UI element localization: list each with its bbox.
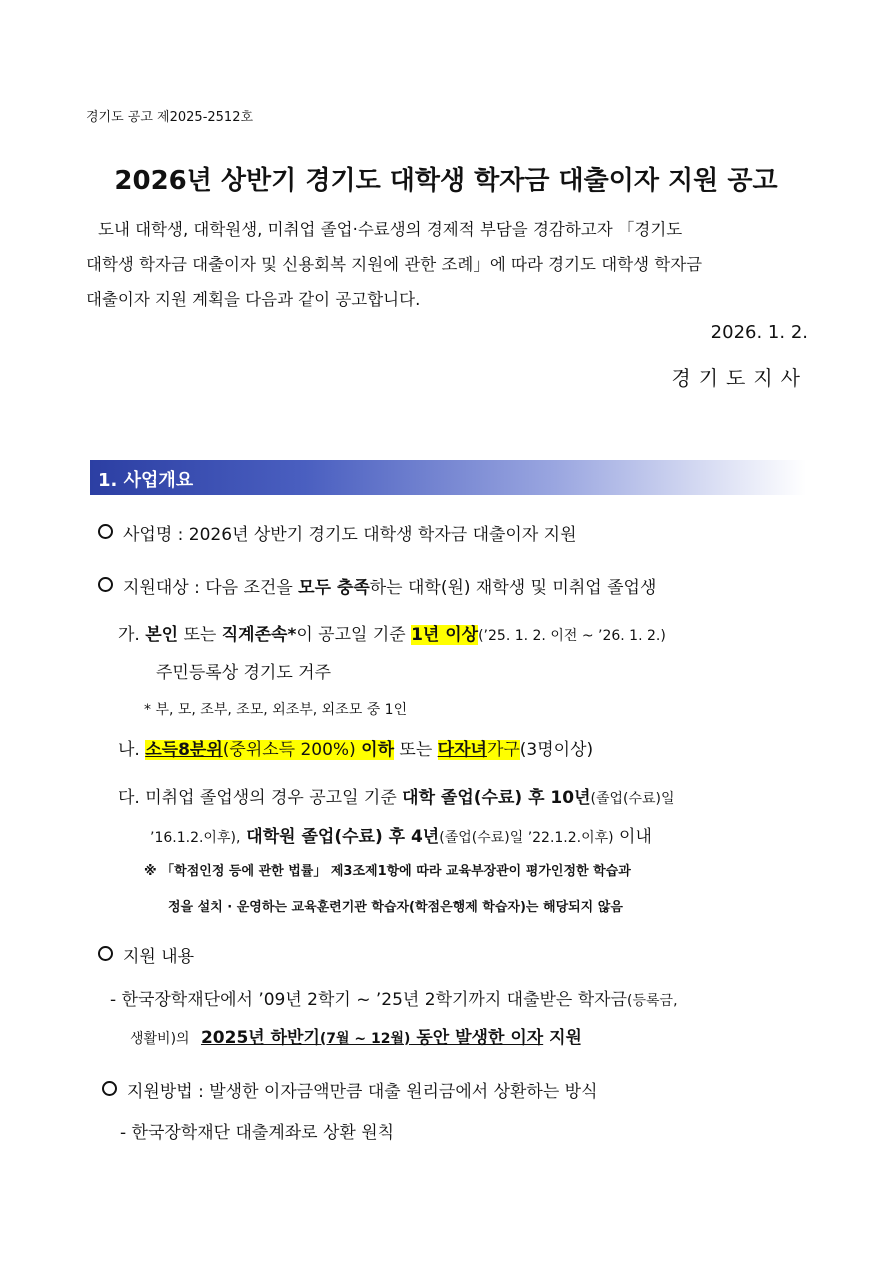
text: (3명이상) — [519, 740, 594, 760]
notice-date: 2026. 1. 2. — [710, 322, 808, 343]
intro-line: 대학생 학자금 대출이자 및 신용회복 지원에 관한 조례」에 따라 경기도 대학생 학자금 — [86, 255, 703, 274]
notice-number: 경기도 공고 제2025-2512호 — [86, 110, 254, 125]
highlight-text: 가구 — [486, 740, 520, 760]
content-heading: 지원 내용 — [123, 947, 195, 967]
issuer: 경기도지사 — [671, 366, 808, 390]
text: - 한국장학재단에서 ’09년 2학기 ~ ’25년 2학기까지 대출받은 학자금 — [110, 990, 628, 1010]
bold-text: 직계존속* — [221, 625, 297, 645]
target-row — [98, 573, 656, 598]
underline-text: 2025년 하반기 — [200, 1028, 320, 1048]
small-text: (졸업(수료)일 ’22.1.2.이후) — [439, 830, 614, 846]
text: 또는 — [394, 740, 438, 760]
method-line1: - 한국장학재단 대출계좌로 상환 원칙 — [120, 1123, 395, 1143]
method-row — [102, 1077, 598, 1102]
intro-line: 대출이자 지원 계획을 다음과 같이 공고합니다. — [86, 290, 421, 309]
small-text: (졸업(수료)일 — [590, 791, 675, 807]
text: 미취업 졸업생의 경우 공고일 기준 — [145, 788, 403, 808]
circle-bullet-icon — [102, 1081, 117, 1096]
intro-line: 도내 대학생, 대학원생, 미취업 졸업·수료생의 경제적 부담을 경감하고자 「경기도 — [98, 220, 683, 239]
condition-da — [118, 783, 675, 808]
condition-da-line2 — [150, 822, 652, 847]
item-label: 가. — [118, 625, 140, 645]
content-heading-row — [98, 942, 194, 967]
text: 또는 — [178, 625, 222, 645]
bold-text: 대학 졸업(수료) 후 10년 — [402, 788, 591, 808]
small-text: (등록금, — [627, 993, 678, 1009]
highlight-text: (중위소득 200%) — [222, 740, 362, 760]
highlight-text: 소득8분위 — [145, 740, 223, 760]
target-prefix: 지원대상 : 다음 조건을 — [123, 578, 299, 598]
condition-na — [118, 735, 593, 760]
highlight-text: 이하 — [361, 740, 394, 760]
bold-text: 본인 — [145, 625, 179, 645]
underline-text: 동안 발생한 이자 — [410, 1028, 544, 1048]
underline-text: (7월 ~ 12월) — [319, 1031, 411, 1047]
business-name-row — [98, 520, 577, 545]
circle-bullet-icon — [98, 577, 113, 592]
business-name: 사업명 : 2026년 상반기 경기도 대학생 학자금 대출이자 지원 — [123, 525, 577, 545]
note-line: ※ 「학점인정 등에 관한 법률」 제3조제1항에 따라 교육부장관이 평가인정한 학습과 — [144, 864, 631, 879]
small-text: 생활비)의 — [130, 1031, 190, 1047]
highlight-text: 다자녀 — [437, 740, 487, 760]
method-heading: 지원방법 : 발생한 이자금액만큼 대출 원리금에서 상환하는 방식 — [127, 1082, 598, 1102]
footnote: * 부, 모, 조부, 조모, 외조부, 외조모 중 1인 — [144, 702, 408, 718]
item-label: 다. — [118, 788, 140, 808]
item-label: 나. — [118, 740, 140, 760]
circle-bullet-icon — [98, 946, 113, 961]
small-text: ’16.1.2.이후), — [150, 830, 241, 846]
period-text: (’25. 1. 2. 이전 ~ ’26. 1. 2.) — [478, 628, 666, 644]
note-line: 정을 설치 · 운영하는 교육훈련기관 학습자(학점은행제 학습자)는 해당되지 않음 — [168, 900, 623, 915]
text: 이내 — [613, 827, 652, 847]
circle-bullet-icon — [98, 524, 113, 539]
section-heading: 1. 사업개요 — [98, 470, 194, 491]
highlight-text: 1년 이상 — [411, 625, 479, 645]
condition-ga-line2: 주민등록상 경기도 거주 — [156, 663, 332, 683]
condition-ga — [118, 620, 666, 645]
target-bold: 모두 충족 — [298, 578, 370, 598]
page-title: 2026년 상반기 경기도 대학생 학자금 대출이자 지원 공고 — [114, 166, 778, 196]
bold-text: 대학원 졸업(수료) 후 4년 — [240, 827, 440, 847]
intro-paragraph — [86, 212, 810, 317]
bold-text: 지원 — [543, 1028, 582, 1048]
section-heading-bar — [90, 460, 806, 495]
target-suffix: 하는 대학(원) 재학생 및 미취업 졸업생 — [369, 578, 657, 598]
content-line2 — [130, 1023, 582, 1048]
content-line1 — [110, 985, 678, 1010]
text: 이 공고일 기준 — [296, 625, 412, 645]
